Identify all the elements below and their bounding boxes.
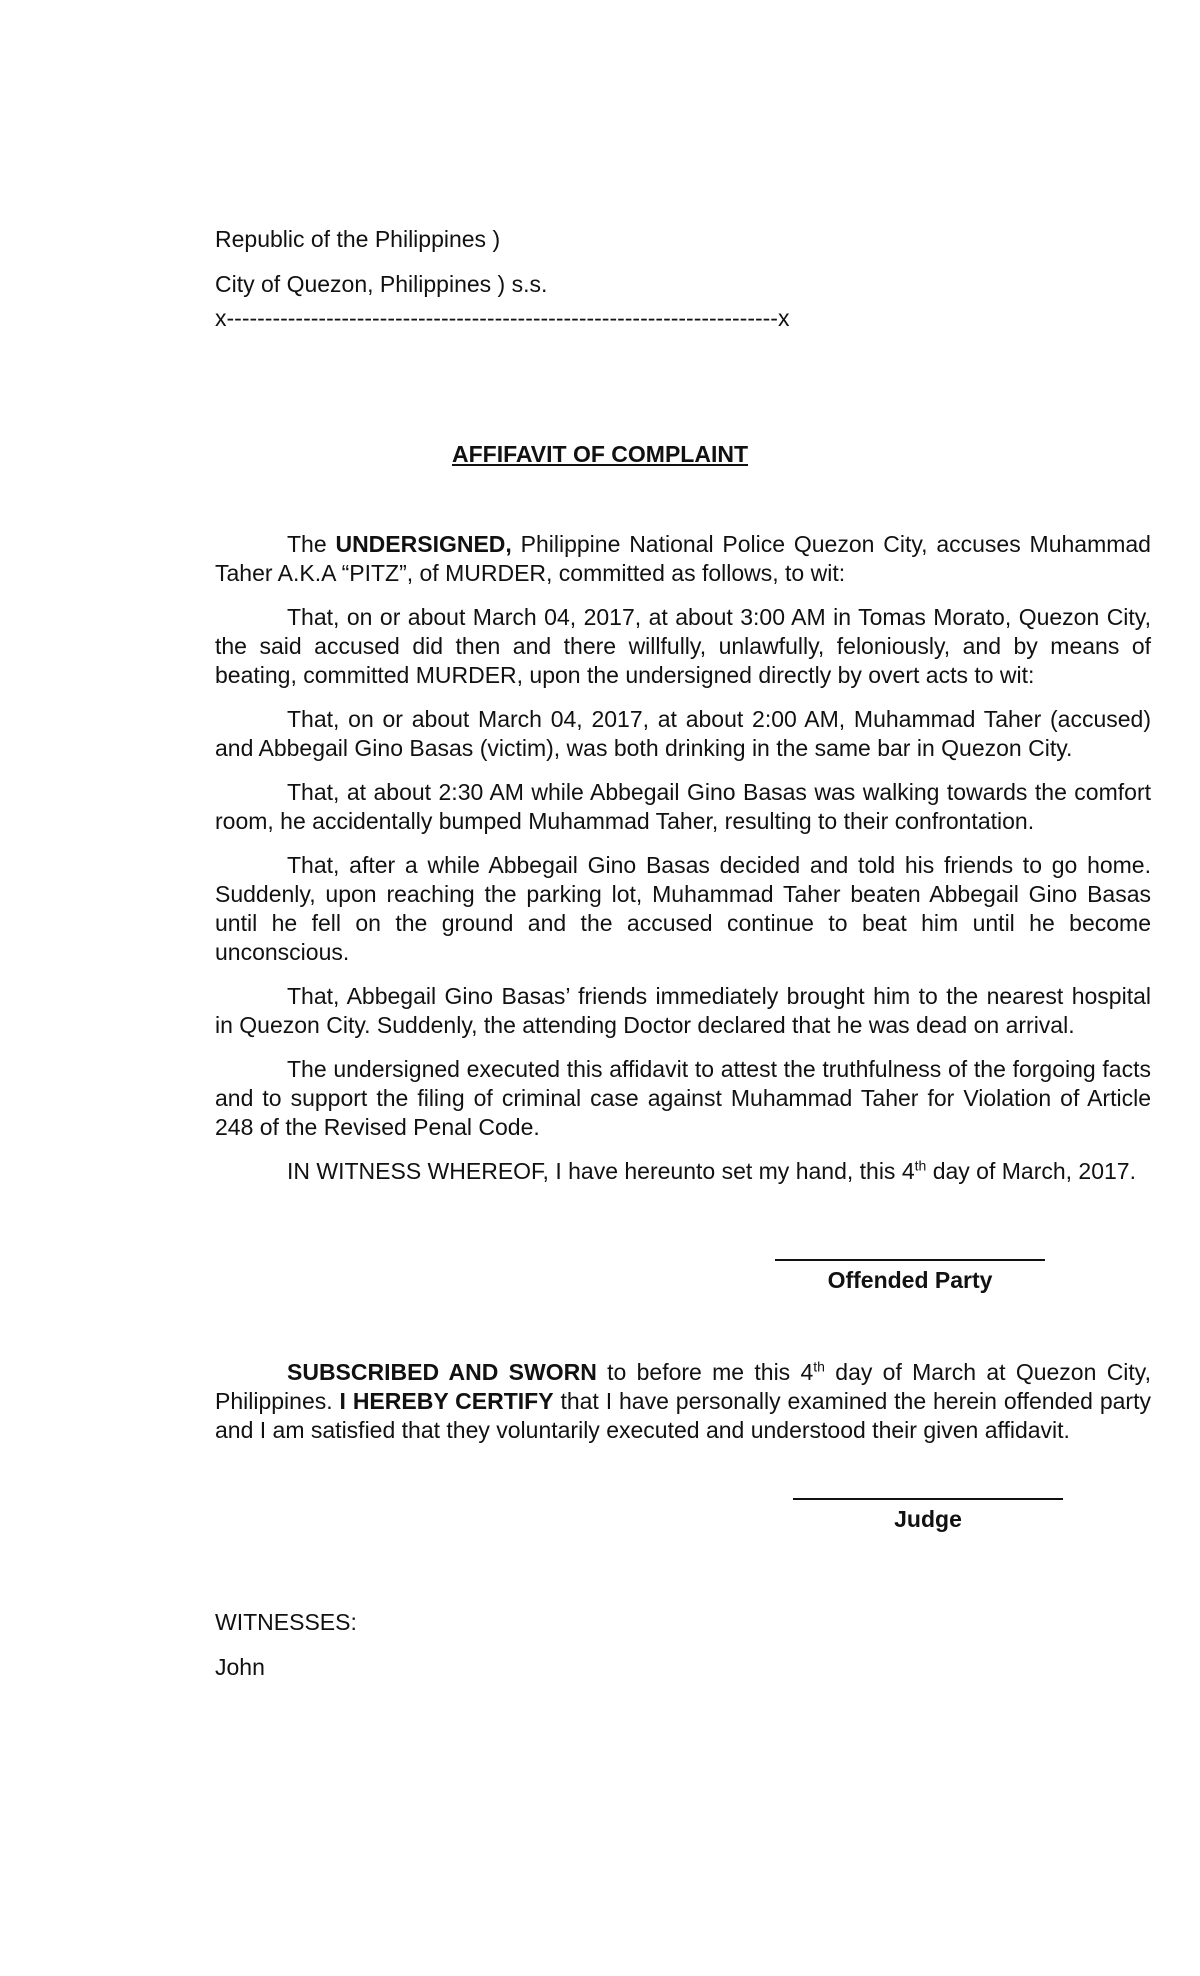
venue-line-city: City of Quezon, Philippines ) s.s.: [215, 271, 548, 297]
paragraph-charge: That, on or about March 04, 2017, at about 3:00 AM in Tomas Morato, Quezon City, the said accused did then and there willfully, unlawfully, feloniously, and by means of beating, committed MURDER, upon the undersigned directly by overt acts to wit:: [215, 604, 1151, 688]
venue-block: [215, 217, 547, 307]
paragraph-confrontation: That, at about 2:30 AM while Abbegail Gino Basas was walking towards the comfort room, he accidentally bumped Muhammad Taher, resulting to their confrontation.: [215, 779, 1151, 834]
paragraph-beating: That, after a while Abbegail Gino Basas decided and told his friends to go home. Suddenly, upon reaching the parking lot, Muhammad Taher beaten Abbegail Gino Basas until he fell on the ground and the accused continue to beat him until he become unconscious.: [215, 852, 1151, 965]
judge-signature: [793, 1498, 1063, 1533]
signature-line: [793, 1498, 1063, 1500]
offended-party-label: Offended Party: [827, 1267, 993, 1293]
venue-line-republic: Republic of the Philippines ): [215, 226, 501, 252]
subscribed-label: SUBSCRIBED AND SWORN: [287, 1359, 597, 1385]
jurat-ordinal: th: [813, 1358, 825, 1375]
jurat-text-2: day of March at Quezon City, Philippines.: [215, 1359, 1151, 1414]
judge-label: Judge: [894, 1506, 962, 1532]
caption-divider: x------------------------------------------------------------------------x: [215, 305, 790, 331]
p8-rest: day of March, 2017.: [926, 1158, 1136, 1184]
paragraph-accusation: [215, 530, 1151, 588]
signature-line: [775, 1259, 1045, 1261]
paragraph-witness-whereof: [215, 1157, 1151, 1186]
affidavit-body: [215, 530, 1151, 1201]
jurat-text-3: that I have personally examined the herein offended party and I am satisfied that they voluntarily executed and understood their given affidavit.: [215, 1388, 1151, 1443]
document-title: AFFIFAVIT OF COMPLAINT: [452, 441, 748, 467]
jurat-text-1: to before me this 4: [596, 1359, 814, 1385]
witness-name: John: [215, 1654, 265, 1680]
undersigned-label: UNDERSIGNED,: [335, 531, 512, 557]
offended-party-signature: [775, 1259, 1045, 1294]
jurat-block: [215, 1358, 1151, 1460]
certify-label: I HEREBY CERTIFY: [339, 1388, 554, 1414]
paragraph-bar: That, on or about March 04, 2017, at about 2:00 AM, Muhammad Taher (accused) and Abbegail Gino Basas (victim), was both drinking in the same bar in Quezon City.: [215, 706, 1151, 761]
p8-ordinal: th: [914, 1157, 927, 1174]
p1-lead: The: [287, 531, 336, 557]
paragraph-hospital: That, Abbegail Gino Basas’ friends immediately brought him to the nearest hospital in Quezon City. Suddenly, the attending Doctor declared that he was dead on arrival.: [215, 983, 1151, 1038]
p8-lead: IN WITNESS WHEREOF, I have hereunto set my hand, this 4: [287, 1158, 915, 1184]
p1-rest: Philippine National Police Quezon City, accuses Muhammad Taher A.K.A “PITZ”, of MURDER, committed as follows, to wit:: [215, 531, 1151, 586]
witnesses-block: [215, 1600, 357, 1690]
witnesses-label: WITNESSES:: [215, 1609, 357, 1635]
jurat-paragraph: [215, 1358, 1151, 1445]
paragraph-purpose: The undersigned executed this affidavit to attest the truthfulness of the forgoing facts and to support the filing of criminal case against Muhammad Taher for Violation of Article 248 of the Revised Penal Code.: [215, 1056, 1151, 1140]
